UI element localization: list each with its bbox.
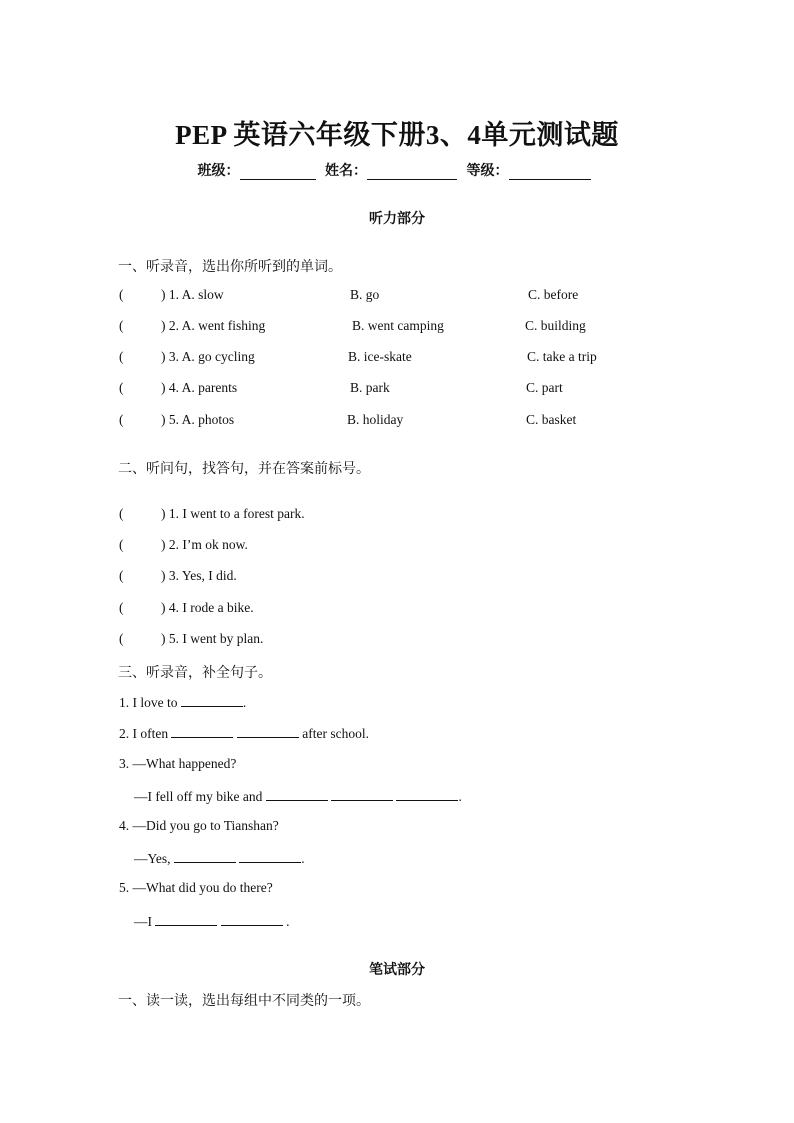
student-info-line <box>0 160 794 180</box>
part1-option-b: B. holiday <box>347 412 404 427</box>
fill-sentence-5-question: 5. —What did you do there? <box>119 880 273 895</box>
fill-sentence-3-answer: —I fell off my bike and . <box>134 789 462 804</box>
grade-label: 等级： <box>466 164 509 179</box>
fill-sentence-2: 2. I often after school. <box>119 726 369 741</box>
part2-row: ( ) 3. Yes, I did. <box>119 568 237 583</box>
class-label: 班级： <box>197 164 240 179</box>
class-blank <box>240 164 316 180</box>
answer-blank <box>171 724 233 738</box>
listening-section-title: 听力部分 <box>369 212 425 227</box>
part1-option-b: B. ice-skate <box>348 349 412 364</box>
part2-row: ( ) 4. I rode a bike. <box>119 600 254 615</box>
fill-sentence-5-answer: —I . <box>134 914 290 929</box>
part1-option-b: B. park <box>350 380 390 395</box>
part1-option-c: C. before <box>528 287 579 302</box>
fill-sentence-3-question: 3. —What happened? <box>119 756 237 771</box>
name-label: 姓名： <box>325 164 367 179</box>
part1-option-b: B. went camping <box>352 318 444 333</box>
written-part1-heading: 一、读一读，选出每组中不同类的一项。 <box>118 994 370 1009</box>
listening-part3-heading: 三、听录音，补全句子。 <box>118 666 272 681</box>
fill-sentence-4-answer: —Yes, . <box>134 851 305 866</box>
part1-option-c: C. take a trip <box>527 349 597 364</box>
answer-blank <box>239 849 301 863</box>
fill-sentence-1: 1. I love to . <box>119 695 247 710</box>
part1-option-c: C. part <box>526 380 563 395</box>
part2-row: ( ) 1. I went to a forest park. <box>119 506 305 521</box>
name-blank <box>367 164 457 180</box>
page-title: PEP 英语六年级下册3、4单元测试题 <box>175 120 619 150</box>
answer-blank <box>155 912 217 926</box>
part2-row: ( ) 5. I went by plan. <box>119 631 264 646</box>
answer-blank <box>221 912 283 926</box>
answer-blank <box>331 787 393 801</box>
part1-row: ( ) 4. A. parents <box>119 380 238 395</box>
grade-blank <box>509 164 591 180</box>
answer-blank <box>266 787 328 801</box>
part1-option-c: C. building <box>525 318 586 333</box>
part1-row: ( ) 3. A. go cycling <box>119 349 255 364</box>
part1-row: ( ) 5. A. photos <box>119 412 235 427</box>
part1-option-b: B. go <box>350 287 380 302</box>
answer-blank <box>237 724 299 738</box>
part1-row: ( ) 2. A. went fishing <box>119 318 266 333</box>
answer-blank <box>174 849 236 863</box>
listening-part2-heading: 二、听问句，找答句，并在答案前标号。 <box>118 462 370 477</box>
answer-blank <box>396 787 458 801</box>
written-section-title: 笔试部分 <box>369 963 425 978</box>
fill-sentence-4-question: 4. —Did you go to Tianshan? <box>119 818 279 833</box>
part2-row: ( ) 2. I’m ok now. <box>119 537 248 552</box>
part1-row: ( ) 1. A. slow <box>119 287 224 302</box>
listening-part1-heading: 一、听录音，选出你所听到的单词。 <box>118 260 342 275</box>
answer-blank <box>181 693 243 707</box>
part1-option-c: C. basket <box>526 412 577 427</box>
